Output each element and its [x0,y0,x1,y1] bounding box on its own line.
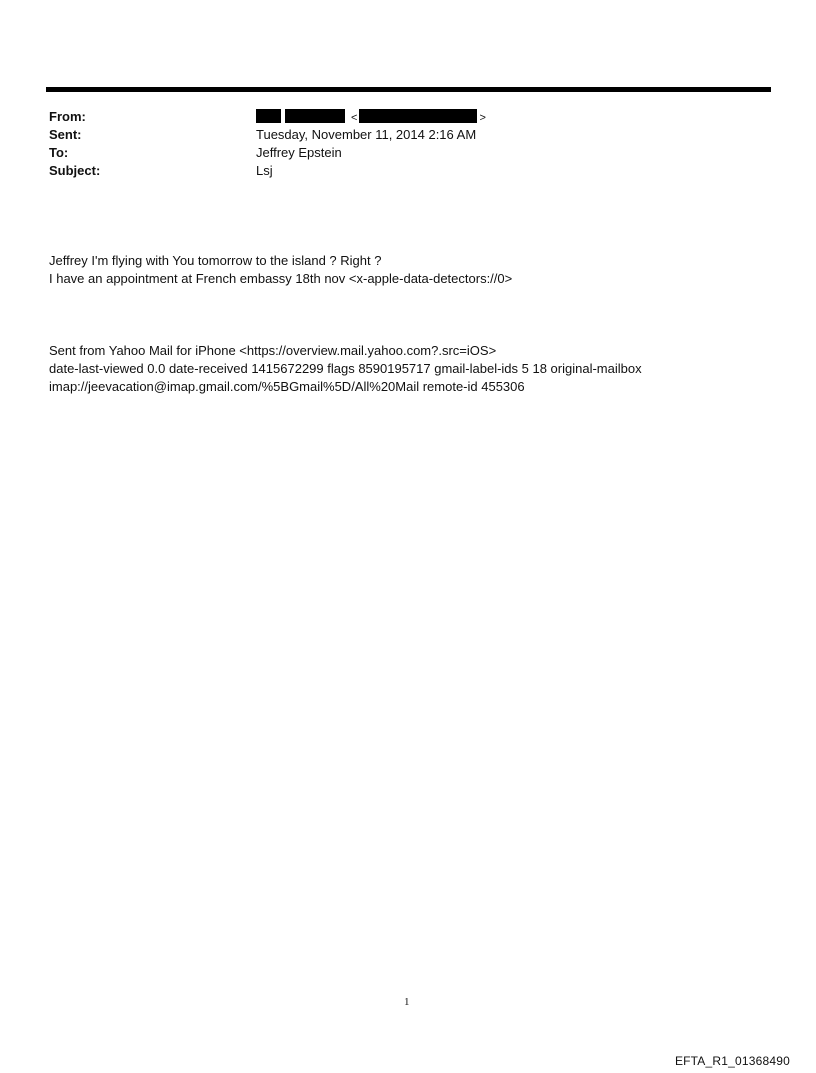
subject-row [49,162,749,180]
body-line: Jeffrey I'm flying with You tomorrow to the island ? Right ? [49,253,382,268]
metadata-line: imap://jeevacation@imap.gmail.com/%5BGmail%5D/All%20Mail remote-id 455306 [49,379,525,394]
document-id: EFTA_R1_01368490 [674,1054,790,1068]
signature-line: Sent from Yahoo Mail for iPhone <https://overview.mail.yahoo.com?.src=iOS> [49,343,497,358]
subject-label: Subject: [49,163,101,178]
to-label: To: [49,145,69,160]
sent-row [49,126,749,144]
email-signature [49,342,769,396]
metadata-line: date-last-viewed 0.0 date-received 1415672299 flags 8590195717 gmail-label-ids 5 18 original-mailbox [49,361,642,376]
body-line: I have an appointment at French embassy 18th nov <x-apple-data-detectors://0> [49,271,513,286]
subject-value: Lsj [256,163,273,178]
redaction-box [359,109,477,123]
from-label: From: [49,109,86,124]
from-close-bracket: > [479,112,486,124]
from-open-bracket: < [351,112,358,124]
email-header [49,108,749,180]
to-row [49,144,749,162]
email-body [49,252,769,288]
redaction-box [285,109,345,123]
from-value [256,108,486,127]
sent-value: Tuesday, November 11, 2014 2:16 AM [256,127,477,142]
to-value: Jeffrey Epstein [256,145,342,160]
sent-label: Sent: [49,127,82,142]
redaction-box [256,109,281,123]
from-row [49,108,749,126]
page-number: 1 [404,996,410,1008]
header-divider [46,87,771,92]
